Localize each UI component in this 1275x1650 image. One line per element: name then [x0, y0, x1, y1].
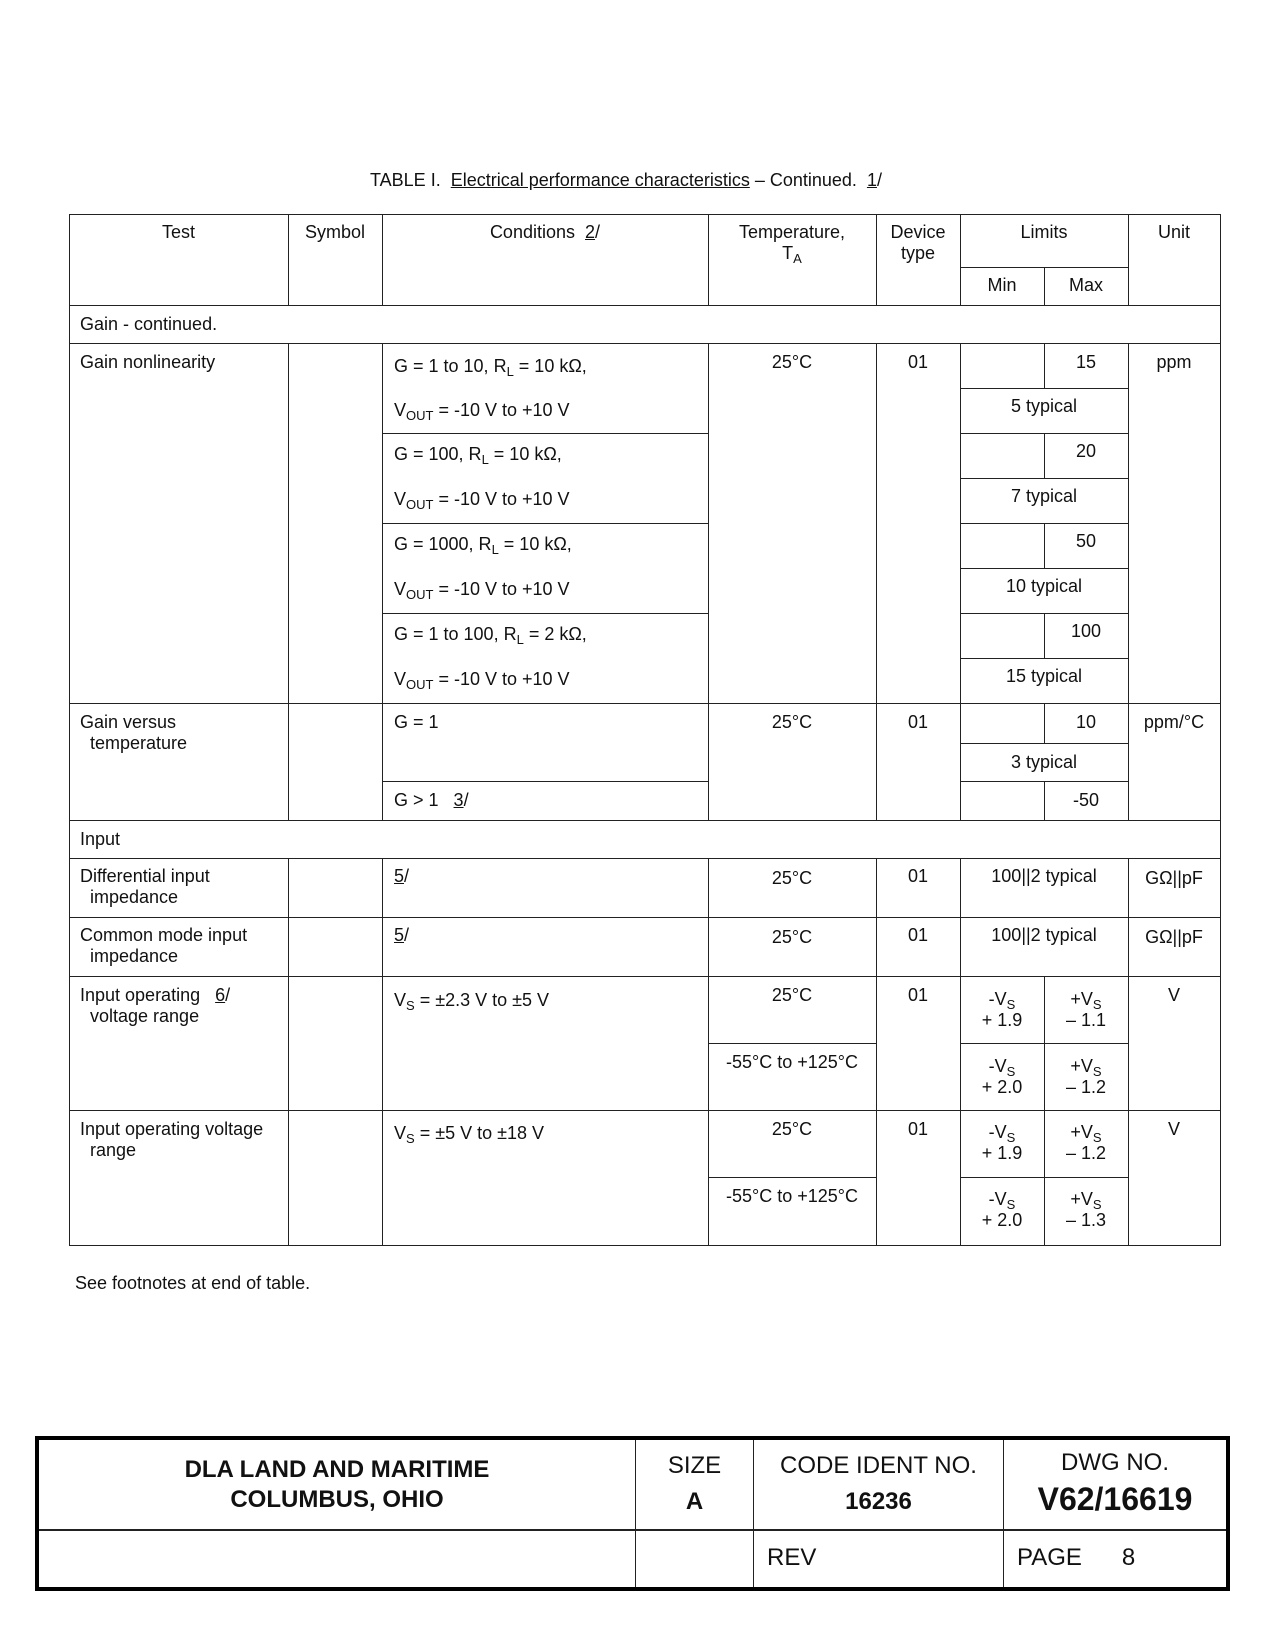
table-title: TABLE I. Electrical performance characteristics – Continued. 1/: [370, 170, 882, 190]
test-differential-input-impedance: Differential input impedance: [80, 866, 210, 907]
dwg-no-field: DWG NO. V62/16619: [1037, 1449, 1193, 1517]
test-gain-vs-temperature: Gain versus temperature: [80, 712, 188, 753]
device-type-value: 01: [907, 352, 929, 372]
page-field: PAGE 8: [1017, 1544, 1136, 1571]
max-value: 15: [1075, 352, 1097, 372]
condition-line: G = 1000, $R_L = 10$ kΩ,: [394, 534, 572, 557]
rev-field: REV: [767, 1544, 817, 1571]
header-test: Test: [161, 222, 195, 242]
typical-value: 100||2 typical: [991, 866, 1097, 886]
organization-name: DLA LAND AND MARITIME COLUMBUS, OHIO: [184, 1456, 490, 1513]
footnote-reference: See footnotes at end of table.: [75, 1273, 311, 1293]
max-value: 100: [1070, 621, 1102, 641]
condition-note: 5/: [394, 925, 410, 945]
unit-value: V: [1167, 985, 1180, 1005]
condition-g-gt-1: G > 1 3/: [394, 790, 469, 810]
max-value: -50: [1072, 790, 1099, 810]
device-type-value: 01: [907, 712, 929, 732]
min-value: $-V_S$ + 1.9: [981, 1122, 1023, 1163]
condition-note: 5/: [394, 866, 410, 886]
min-value: $-V_S$ + 1.9: [981, 989, 1023, 1030]
header-temperature: Temperature, $T_A$: [738, 222, 846, 266]
section-input: Input: [80, 829, 121, 849]
condition-line: G = 100, $R_L = 10$ kΩ,: [394, 444, 562, 467]
device-type-value: 01: [907, 1119, 929, 1139]
typical-value: 100||2 typical: [991, 925, 1097, 945]
condition-line: $V_{OUT} = -10$ V to +10 V: [394, 669, 570, 692]
header-device-type: Device type: [890, 222, 946, 263]
max-value: 20: [1075, 441, 1097, 461]
test-gain-nonlinearity: Gain nonlinearity: [80, 352, 216, 372]
condition-line: $V_{OUT} = -10$ V to +10 V: [394, 489, 570, 512]
header-limits: Limits: [1020, 222, 1068, 242]
test-common-mode-input-impedance: Common mode input impedance: [80, 925, 248, 966]
unit-value: ppm/°C: [1143, 712, 1205, 732]
code-ident-field: CODE IDENT NO. 16236: [780, 1452, 977, 1515]
unit-value: V: [1167, 1119, 1180, 1139]
section-gain-continued: Gain - continued.: [80, 314, 218, 334]
header-unit: Unit: [1157, 222, 1190, 242]
max-value: $+V_S$ – 1.1: [1065, 989, 1107, 1030]
max-value: $+V_S$ – 1.3: [1065, 1189, 1107, 1230]
min-value: $-V_S$ + 2.0: [981, 1189, 1023, 1230]
condition-line: $V_{OUT} = -10$ V to +10 V: [394, 579, 570, 602]
condition-g1: G = 1: [394, 712, 439, 732]
typical-value: 10 typical: [1005, 576, 1083, 596]
size-field: SIZE A: [667, 1452, 722, 1515]
max-value: 50: [1075, 531, 1097, 551]
test-input-operating-voltage-range: Input operating voltage range: [80, 1119, 264, 1160]
min-value: $-V_S$ + 2.0: [981, 1056, 1023, 1097]
max-value: $+V_S$ – 1.2: [1065, 1122, 1107, 1163]
temp-range-value: -55°C to +125°C: [726, 1052, 858, 1072]
unit-value: ppm: [1156, 352, 1192, 372]
unit-value: GΩ||pF: [1145, 868, 1203, 888]
typical-value: 7 typical: [1010, 486, 1078, 506]
temp-value: 25°C: [771, 1119, 813, 1139]
header-conditions: Conditions 2/: [489, 222, 601, 242]
temp-value: 25°C: [771, 352, 813, 372]
header-min: Min: [987, 275, 1017, 295]
header-max: Max: [1068, 275, 1103, 295]
title-block: [35, 1436, 1230, 1591]
condition-vs: $V_S = \pm 2.3$ V to ±5 V: [394, 990, 550, 1013]
temp-value: 25°C: [771, 927, 813, 947]
max-value: $+V_S$ – 1.2: [1065, 1056, 1107, 1097]
device-type-value: 01: [907, 866, 929, 886]
test-input-operating-voltage-range: Input operating 6/ voltage range: [80, 985, 231, 1026]
temp-value: 25°C: [771, 868, 813, 888]
header-symbol: Symbol: [304, 222, 366, 242]
temp-value: 25°C: [771, 985, 813, 1005]
temp-value: 25°C: [771, 712, 813, 732]
condition-vs: $V_S = \pm 5$ V to ±18 V: [394, 1123, 545, 1146]
temp-range-value: -55°C to +125°C: [726, 1186, 858, 1206]
device-type-value: 01: [907, 985, 929, 1005]
typical-value: 15 typical: [1005, 666, 1083, 686]
typical-value: 5 typical: [1010, 396, 1078, 416]
unit-value: GΩ||pF: [1145, 927, 1203, 947]
condition-line: G = 1 to 10, $R_L = 10$ kΩ,: [394, 356, 587, 379]
condition-line: $V_{OUT} = -10$ V to +10 V: [394, 400, 570, 423]
typical-value: 3 typical: [1010, 752, 1078, 772]
max-value: 10: [1075, 712, 1097, 732]
device-type-value: 01: [907, 925, 929, 945]
condition-line: G = 1 to 100, $R_L = 2$ kΩ,: [394, 624, 587, 647]
